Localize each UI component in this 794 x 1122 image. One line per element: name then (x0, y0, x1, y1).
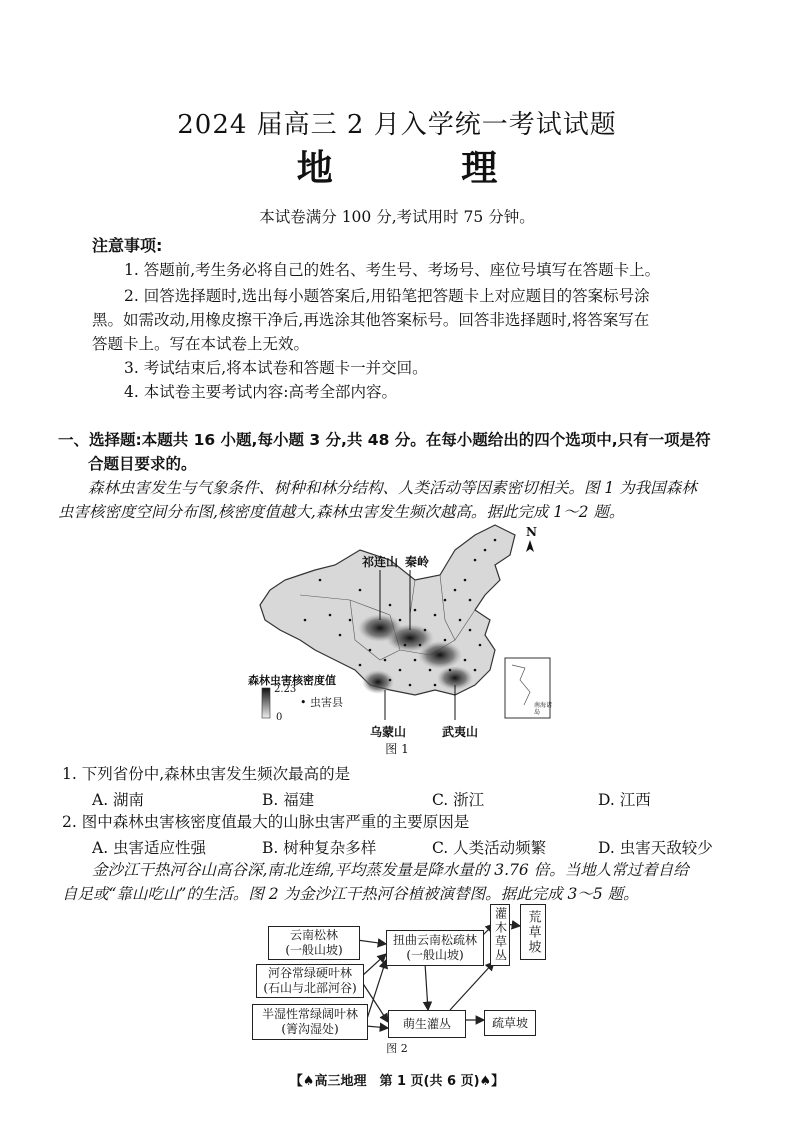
box-shrub-grass: 灌木草丛 (490, 904, 510, 966)
q1-option-b[interactable]: B. 福建 (262, 791, 315, 809)
label-wuyi: 武夷山 (442, 725, 479, 739)
box-valley-evergreen: 河谷常绿硬叶林 (石山与北部河谷) (256, 964, 364, 998)
q1-option-a[interactable]: A. 湖南 (92, 791, 145, 809)
legend-min: 0 (276, 712, 283, 723)
box-yunnan-pine: 云南松林 (一般山坡) (268, 926, 360, 960)
note-item-4: 4. 本试卷主要考试内容:高考全部内容。 (124, 383, 397, 401)
notes-heading: 注意事项: (92, 236, 163, 255)
intro1-line2: 虫害核密度空间分布图,核密度值越大,森林虫害发生频次越高。据此完成 1～2 题。 (58, 503, 625, 521)
inset-label: 南海诸岛 (534, 702, 553, 716)
subject-title: 地 理 (296, 148, 556, 189)
exam-info: 本试卷满分 100 分,考试用时 75 分钟。 (259, 208, 535, 226)
label-qinling: 秦岭 (405, 555, 430, 569)
intro2-line2: 自足或“靠山吃山”的生活。图 2 为金沙江干热河谷植被演替图。据此完成 3～5 题。 (62, 885, 639, 903)
figure2-caption: 图 2 (386, 1042, 408, 1055)
label-wumeng: 乌蒙山 (370, 725, 407, 739)
legend-county: • 虫害县 (300, 696, 343, 709)
box-twisted-pine: 扭曲云南松疏林 (一般山坡) (386, 930, 484, 966)
exam-title: 2024 届高三 2 月入学统一考试试题 (177, 110, 617, 140)
note-item-2-line3: 答题卡上。写在本试卷上无效。 (92, 335, 310, 353)
legend-title: 森林虫害核密度值 (248, 674, 336, 687)
box-barren-grass: 荒草坡 (520, 904, 546, 960)
note-item-1: 1. 答题前,考生务必将自己的姓名、考生号、考场号、座位号填写在答题卡上。 (124, 261, 661, 279)
intro1-line1: 森林虫害发生与气象条件、树种和林分结构、人类活动等因素密切相关。图 1 为我国森林 (88, 479, 697, 497)
box-sprout-shrub: 萌生灌丛 (388, 1010, 466, 1038)
intro2-line1: 金沙江干热河谷山高谷深,南北连绵,平均蒸发量是降水量的 3.76 倍。当地人常过着自给 (92, 861, 689, 879)
north-label: N (526, 525, 537, 539)
note-item-3: 3. 考试结束后,将本试卷和答题卡一并交回。 (124, 359, 428, 377)
label-qilian: 祁连山 (362, 555, 399, 569)
q2-option-d[interactable]: D. 虫害天敌较少 (598, 839, 713, 857)
q1-stem: 1. 下列省份中,森林虫害发生频次最高的是 (62, 765, 351, 783)
page-footer: 【♠高三地理 第 1 页(共 6 页)♠】 (289, 1074, 505, 1089)
q2-option-c[interactable]: C. 人类活动频繁 (432, 839, 547, 857)
box-semihumid-broadleaf: 半湿性常绿阔叶林 (箐沟湿处) (252, 1004, 368, 1040)
section1-heading-line1: 一、选择题:本题共 16 小题,每小题 3 分,共 48 分。在每小题给出的四个选项中,只有一项是符 (58, 431, 711, 449)
q2-option-a[interactable]: A. 虫害适应性强 (92, 839, 207, 857)
q1-option-c[interactable]: C. 浙江 (432, 791, 485, 809)
q2-stem: 2. 图中森林虫害核密度值最大的山脉虫害严重的主要原因是 (62, 813, 470, 831)
q1-option-d[interactable]: D. 江西 (598, 791, 651, 809)
section1-heading-line2: 合题目要求的。 (88, 455, 197, 473)
q2-option-b[interactable]: B. 树种复杂多样 (262, 839, 377, 857)
figure1-caption: 图 1 (385, 742, 409, 756)
note-item-2-line1: 2. 回答选择题时,选出每小题答案后,用铅笔把答题卡上对应题目的答案标号涂 (124, 287, 650, 305)
box-sparse-grass: 疏草坡 (484, 1010, 536, 1036)
note-item-2-line2: 黑。如需改动,用橡皮擦干净后,再选涂其他答案标号。回答非选择题时,将答案写在 (92, 311, 650, 329)
legend-max: 2.23 (274, 684, 297, 695)
